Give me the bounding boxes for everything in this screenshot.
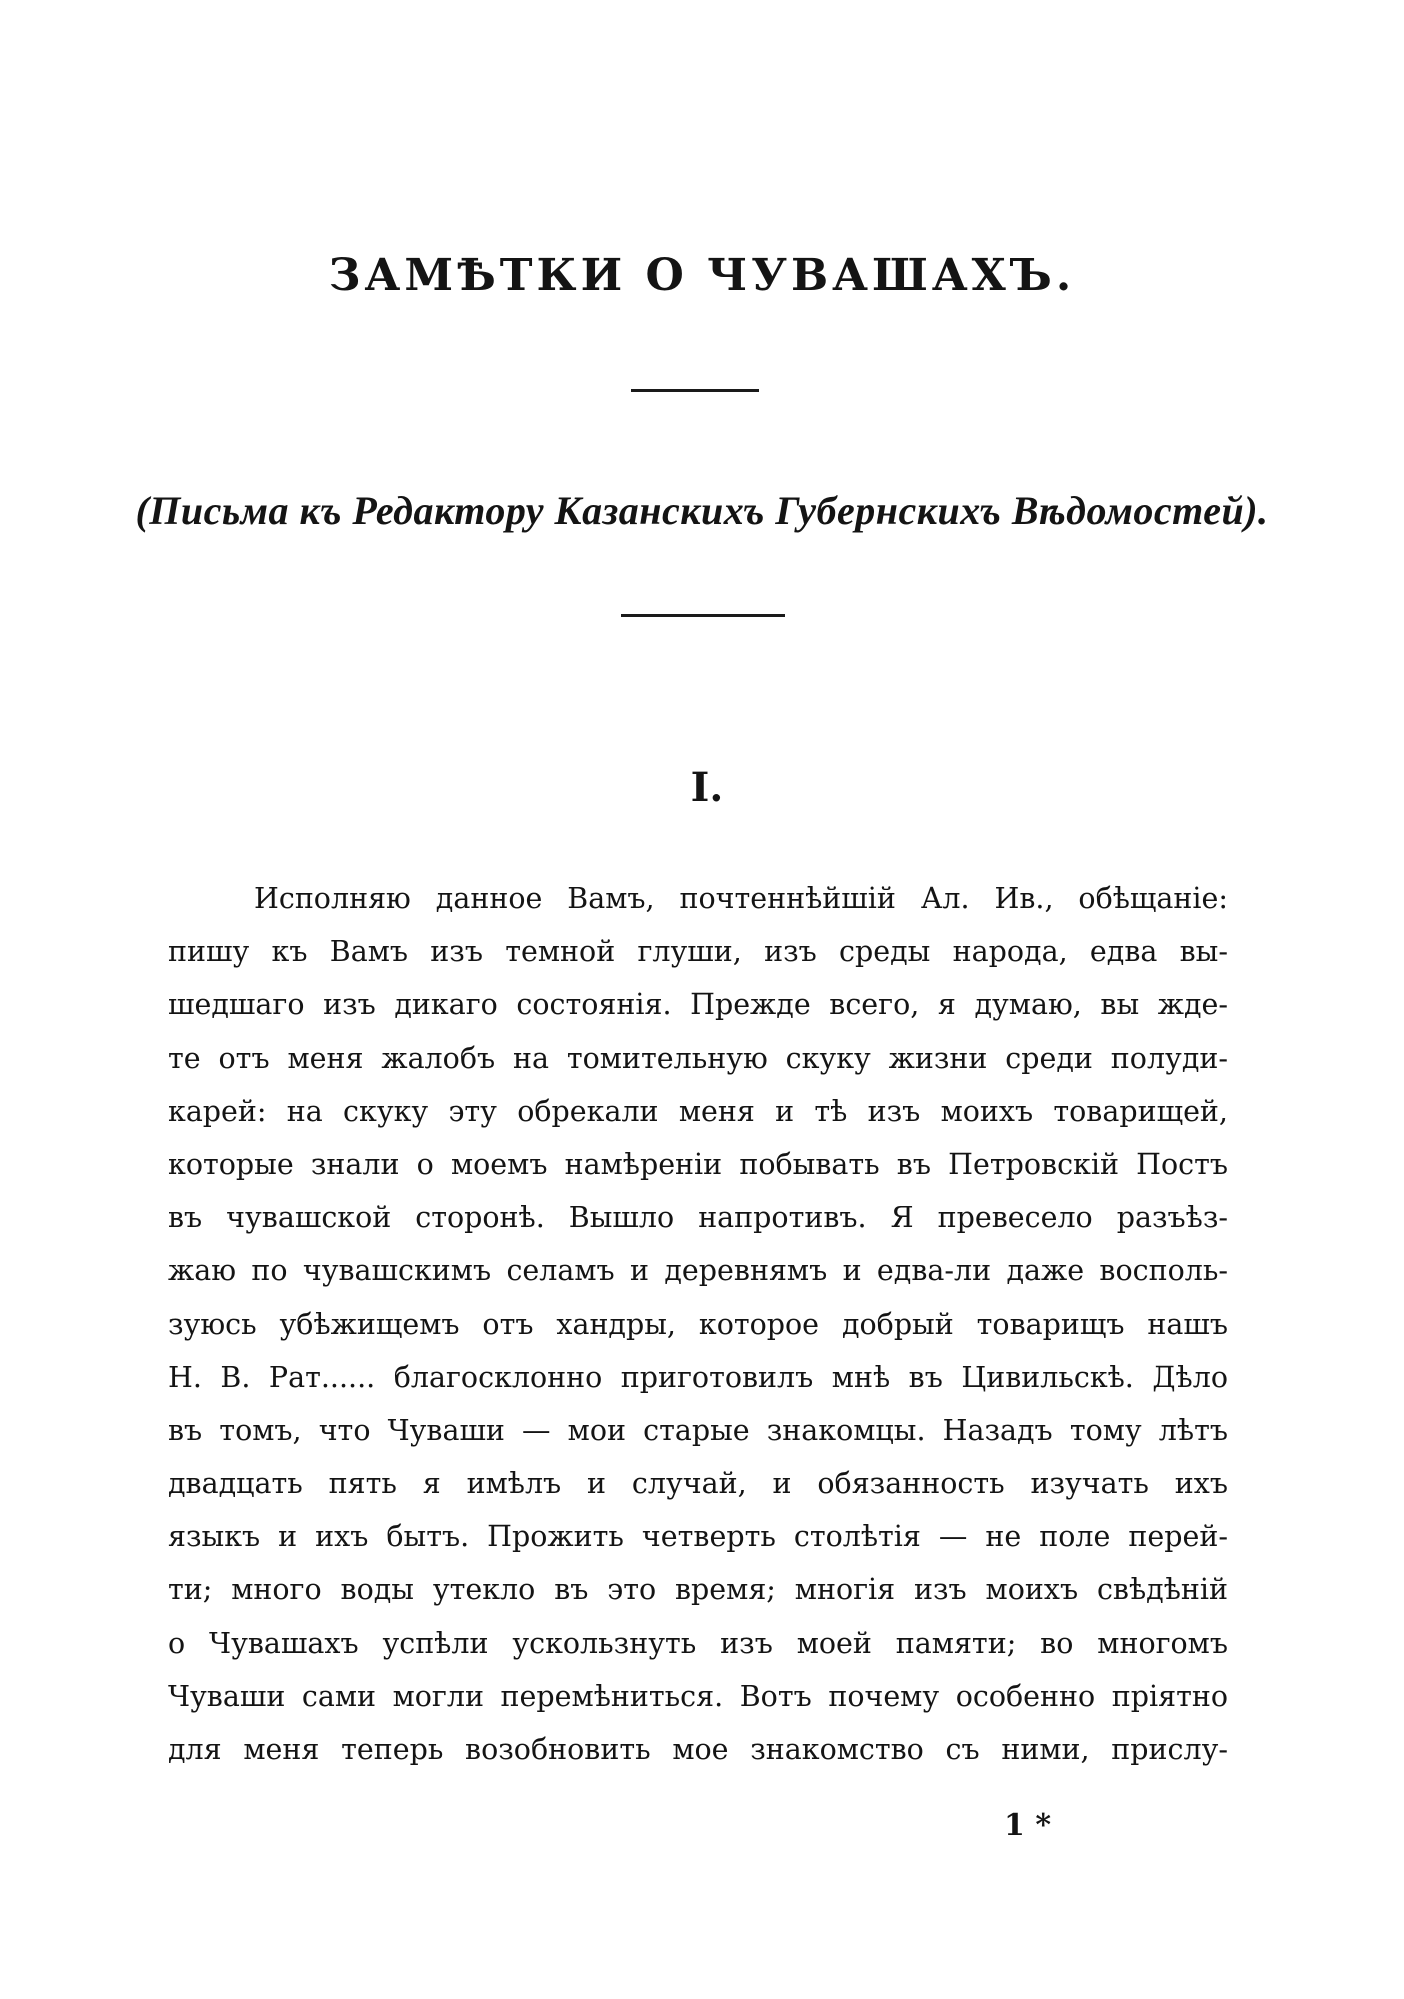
text-line: шедшаго изъ дикаго состоянія. Прежде всего, я думаю, вы жде-	[168, 988, 1228, 1022]
text-line: зуюсь убѣжищемъ отъ хандры, которое добрый товарищъ нашъ	[168, 1307, 1228, 1341]
text-line: двадцать пять я имѣлъ и случай, и обязанность изучать ихъ	[168, 1467, 1228, 1501]
text-line: въ чувашской сторонѣ. Вышло напротивъ. Я превесело разъѣз-	[168, 1201, 1228, 1235]
text-line: въ томъ, что Чуваши — мои старые знакомцы. Назадъ тому лѣтъ	[168, 1413, 1228, 1447]
text-line: Н. В. Рат...... благосклонно приготовилъ мнѣ въ Цивильскѣ. Дѣло	[168, 1360, 1228, 1394]
text-line: которые знали о моемъ намѣреніи побывать въ Петровскій Постъ	[168, 1147, 1228, 1181]
divider-rule-top	[631, 389, 759, 392]
text-line: языкъ и ихъ бытъ. Прожить четверть столѣтія — не поле перей-	[168, 1520, 1228, 1554]
text-line: для меня теперь возобновить мое знакомство съ ними, прислу-	[168, 1733, 1228, 1766]
text-line: о Чувашахъ успѣли ускользнуть изъ моей памяти; во многомъ	[168, 1626, 1228, 1660]
page-subtitle: (Письма къ Редактору Казанскихъ Губернскихъ Вѣдомостей).	[135, 488, 1269, 533]
page-title: ЗАМѢТКИ О ЧУВАШАХЪ.	[328, 250, 1076, 301]
divider-rule-bottom	[621, 614, 785, 617]
body-text	[168, 872, 1228, 1776]
text-line: Исполняю данное Вамъ, почтеннѣйшій Ал. Ив., обѣщаніе:	[254, 882, 1228, 915]
text-line: ти; много воды утекло въ это время; многія изъ моихъ свѣдѣній	[168, 1573, 1228, 1607]
text-line: жаю по чувашскимъ селамъ и деревнямъ и едва-ли даже восполь-	[168, 1254, 1228, 1288]
page-number: 1 *	[1004, 1808, 1052, 1843]
text-line: карей: на скуку эту обрекали меня и тѣ изъ моихъ товарищей,	[168, 1094, 1228, 1128]
text-line: пишу къ Вамъ изъ темной глуши, изъ среды народа, едва вы-	[168, 935, 1228, 969]
text-line: Чуваши сами могли перемѣниться. Вотъ почему особенно пріятно	[168, 1679, 1228, 1713]
text-line: те отъ меня жалобъ на томительную скуку жизни среди полуди-	[168, 1041, 1228, 1075]
section-number: I.	[690, 764, 724, 811]
